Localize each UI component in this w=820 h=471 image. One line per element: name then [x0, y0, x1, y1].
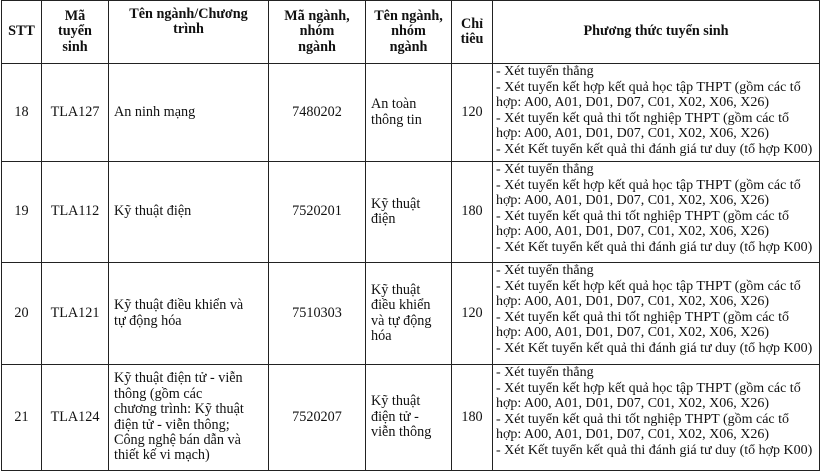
cell-admission-code: TLA124	[42, 365, 109, 471]
method-line: hợp: A00, A01, D01, D07, C01, X02, X06, X26)	[496, 396, 770, 412]
header-line: tuyển	[58, 23, 92, 40]
program-line: tự động hóa	[114, 312, 182, 329]
major-name-line: hóa	[371, 327, 392, 344]
method-line: - Xét Kết tuyển kết quả thi đánh giá tư duy (tổ hợp K00)	[496, 340, 813, 356]
method-line: - Xét tuyển kết quả thi tốt nghiệp THPT (gồm các tổ	[496, 309, 790, 325]
cell-quota: 180	[452, 365, 493, 471]
method-line: hợp: A00, A01, D01, D07, C01, X02, X06, X26)	[496, 95, 770, 111]
header-stt: STT	[2, 1, 42, 64]
major-name-line: Kỹ thuật	[371, 281, 421, 298]
cell-quota: 120	[452, 263, 493, 365]
cell-admission-methods	[493, 365, 820, 471]
cell-program	[109, 162, 269, 263]
header-admission-method: Phương thức tuyển sinh	[493, 1, 820, 64]
cell-program	[109, 263, 269, 365]
cell-admission-code: TLA121	[42, 263, 109, 365]
method-line: - Xét tuyển thẳng	[496, 64, 594, 79]
program-line: Kỹ thuật điện	[114, 203, 192, 220]
method-line: - Xét tuyển kết hợp kết quả học tập THPT (gồm các tổ	[496, 79, 801, 95]
header-admission-code	[42, 1, 109, 64]
header-major-name	[366, 1, 452, 64]
header-line: ngành	[298, 38, 336, 55]
method-line: - Xét tuyển kết hợp kết quả học tập THPT (gồm các tổ	[496, 278, 801, 294]
cell-stt: 20	[2, 263, 42, 365]
cell-program	[109, 365, 269, 471]
header-line: Mã ngành,	[284, 7, 350, 24]
header-line: tiêu	[460, 31, 484, 47]
cell-major-code: 7510303	[269, 263, 366, 365]
major-name-line: An toàn	[371, 96, 417, 113]
header-line: Tên ngành/Chương	[129, 6, 248, 22]
cell-stt: 21	[2, 365, 42, 471]
header-line: nhóm	[299, 23, 335, 40]
cell-stt: 18	[2, 64, 42, 162]
method-line: hợp: A00, A01, D01, D07, C01, X02, X06, X26)	[496, 325, 770, 341]
major-name-line: và tự động	[371, 312, 432, 329]
cell-major-code: 7520207	[269, 365, 366, 471]
table-row	[2, 263, 820, 365]
cell-major-name	[366, 64, 452, 162]
program-line: Kỹ thuật điện tử - viễn	[114, 370, 243, 387]
table-row	[2, 162, 820, 263]
cell-admission-methods	[493, 263, 820, 365]
cell-admission-code: TLA127	[42, 64, 109, 162]
method-line: hợp: A00, A01, D01, D07, C01, X02, X06, X26)	[496, 294, 770, 310]
major-name-line: Kỹ thuật	[371, 195, 421, 212]
header-line: sinh	[62, 38, 88, 55]
cell-program	[109, 64, 269, 162]
cell-quota: 180	[452, 162, 493, 263]
header-major-code	[269, 1, 366, 64]
cell-stt: 19	[2, 162, 42, 263]
method-line: - Xét tuyển kết hợp kết quả học tập THPT (gồm các tổ	[496, 177, 801, 193]
method-line: hợp: A00, A01, D01, D07, C01, X02, X06, X26)	[496, 126, 770, 142]
cell-admission-code: TLA112	[42, 162, 109, 263]
major-name-line: Kỹ thuật	[371, 393, 421, 410]
cell-major-code: 7520201	[269, 162, 366, 263]
cell-admission-methods	[493, 64, 820, 162]
program-line: chương trình: Kỹ thuật	[114, 401, 244, 418]
method-line: - Xét Kết tuyển kết quả thi đánh giá tư duy (tổ hợp K00)	[496, 239, 813, 255]
cell-quota: 120	[452, 64, 493, 162]
method-line: - Xét tuyển kết quả thi tốt nghiệp THPT (gồm các tổ	[496, 208, 790, 224]
method-line: - Xét tuyển kết quả thi tốt nghiệp THPT (gồm các tổ	[496, 411, 790, 427]
header-quota	[452, 1, 493, 64]
cell-major-code: 7480202	[269, 64, 366, 162]
header-line: nhóm	[391, 23, 426, 40]
major-name-line: viễn thông	[371, 424, 432, 441]
cell-major-name	[366, 263, 452, 365]
header-line: ngành	[389, 38, 428, 55]
cell-admission-methods	[493, 162, 820, 263]
cell-major-name	[366, 162, 452, 263]
method-line: hợp: A00, A01, D01, D07, C01, X02, X06, X26)	[496, 427, 770, 443]
method-line: - Xét tuyển kết hợp kết quả học tập THPT (gồm các tổ	[496, 380, 801, 396]
method-line: - Xét Kết tuyển kết quả thi đánh giá tư duy (tổ hợp K00)	[496, 442, 813, 458]
method-line: hợp: A00, A01, D01, D07, C01, X02, X06, X26)	[496, 224, 770, 240]
method-line: - Xét tuyển thẳng	[496, 162, 594, 177]
program-line: điện tử - viễn thông;	[114, 416, 230, 433]
header-line: Mã	[64, 7, 86, 24]
major-name-line: điện tử -	[371, 408, 419, 425]
header-program	[109, 1, 269, 64]
program-line: An ninh mạng	[114, 103, 196, 120]
major-name-line: thông tin	[371, 111, 422, 128]
program-line: thiết kế vi mạch)	[114, 447, 210, 464]
admission-table	[1, 0, 820, 471]
method-line: hợp: A00, A01, D01, D07, C01, X02, X06, X26)	[496, 193, 770, 209]
method-line: - Xét tuyển thẳng	[496, 365, 594, 380]
header-line: Tên ngành,	[374, 7, 443, 24]
method-line: - Xét tuyển kết quả thi tốt nghiệp THPT (gồm các tổ	[496, 110, 790, 126]
major-name-line: điều khiển	[371, 297, 431, 314]
method-line: - Xét Kết tuyển kết quả thi đánh giá tư duy (tổ hợp K00)	[496, 141, 813, 157]
header-line: Chỉ	[460, 15, 484, 32]
program-line: Công nghệ bán dẫn và	[114, 431, 241, 448]
cell-major-name	[366, 365, 452, 471]
header-line: trình	[173, 21, 204, 38]
table-row	[2, 64, 820, 162]
major-name-line: điện	[371, 211, 396, 227]
program-line: thông (gồm các	[114, 385, 203, 402]
table-row	[2, 365, 820, 471]
program-line: Kỹ thuật điều khiển và	[114, 297, 244, 314]
method-line: - Xét tuyển thẳng	[496, 263, 594, 278]
header-row	[2, 1, 820, 64]
